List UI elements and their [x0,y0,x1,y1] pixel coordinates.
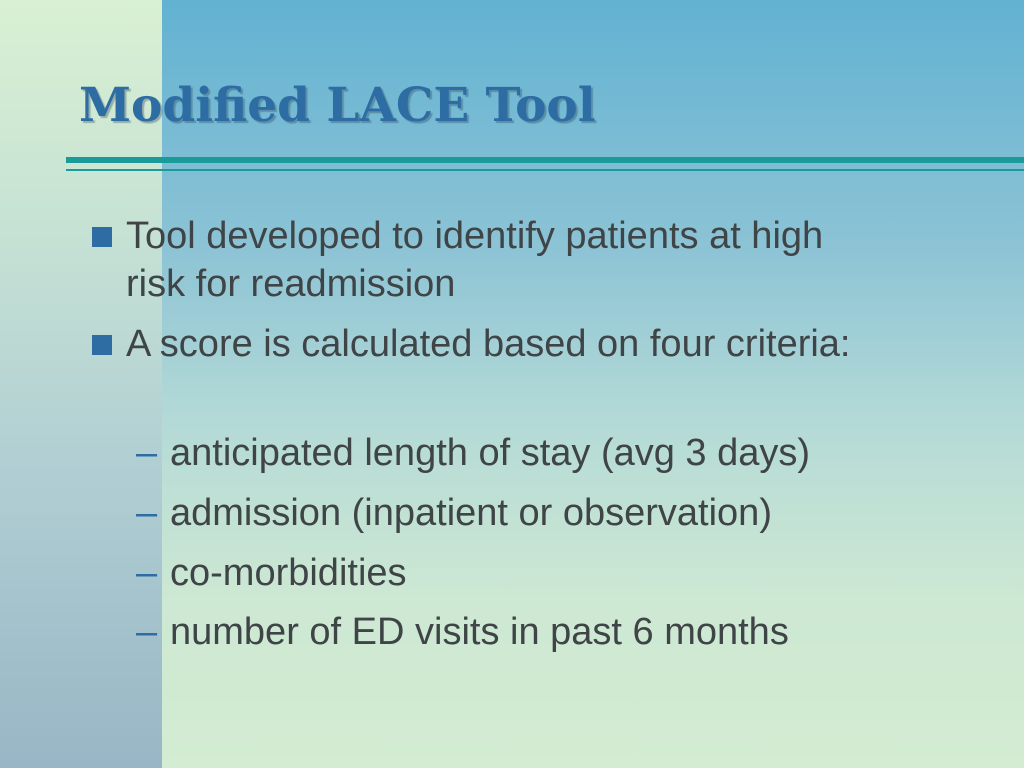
criteria-item [136,429,996,477]
dash-bullet-icon: – [136,552,158,594]
criteria-text: anticipated length of stay (avg 3 days) [170,432,811,474]
square-bullet-icon [92,335,112,355]
dash-bullet-icon: – [136,611,158,653]
bullet-text: A score is calculated based on four criteria: [126,323,851,365]
criteria-text: co-morbidities [170,552,407,594]
criteria-item [136,489,996,537]
bullet-item [92,320,892,368]
criteria-text: admission (inpatient or observation) [170,492,772,534]
criteria-text: number of ED visits in past 6 months [170,611,789,653]
dash-bullet-icon: – [136,492,158,534]
bullet-item [92,212,892,308]
slide-title: Modified LACE Tool [79,78,596,133]
criteria-item [136,608,996,656]
criteria-item [136,549,996,597]
dash-bullet-icon: – [136,432,158,474]
square-bullet-icon [92,227,112,247]
bullet-text: Tool developed to identify patients at high risk for readmission [126,215,824,305]
